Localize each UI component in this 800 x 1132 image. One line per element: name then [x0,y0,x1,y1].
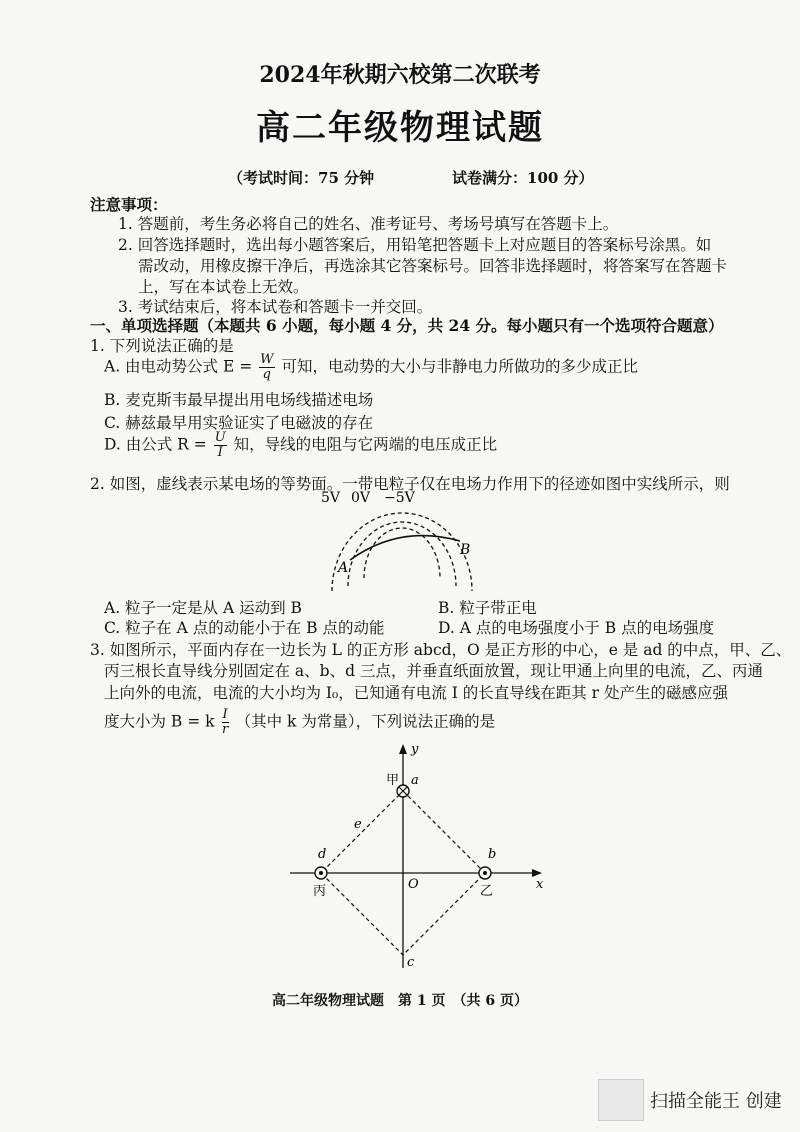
q1-a-prefix: A. 由电动势公式 E = [104,357,253,376]
q1-a-suffix: 可知，电动势的大小与非静电力所做功的多少成正比 [281,357,638,376]
q3-line4-suffix: （其中 k 为常量），下列说法正确的是 [235,712,496,731]
q2-label-0v: 0V [351,490,371,506]
q3-line3: 上向外的电流，电流的大小均为 I₀，已知通有电流 I 的长直导线在距其 r 处产生的磁感应强 [104,684,729,702]
q1-option-a [104,353,638,382]
q2-option-d: D. A 点的电场强度小于 B 点的电场强度 [438,619,715,637]
q1-d-den: I [217,445,223,460]
point-b-label: B [460,542,471,558]
label-b: b [488,847,497,862]
dot-mark [483,871,487,875]
notice-item: 2. 回答选择题时，选出每小题答案后，用铅笔把答题卡上对应题目的答案标号涂黑。如 [118,236,712,254]
label-origin: O [408,877,419,892]
q1-a-den: q [262,367,271,382]
q2-label-5v: 5V [321,490,341,506]
notice-item: 1. 答题前，考生务必将自己的姓名、准考证号、考场号填写在答题卡上。 [118,215,619,233]
q2-figure [300,486,500,596]
q1-option-c: C. 赫兹最早用实验证实了电磁波的存在 [104,414,374,432]
q1-a-fraction [259,353,274,382]
q2-label-m5v: −5V [384,490,415,506]
exam-time: （考试时间：75 分钟 [228,169,375,187]
q1-d-suffix: 知，导线的电阻与它两端的电压成正比 [233,435,498,454]
q1-option-b: B. 麦克斯韦最早提出用电场线描述电场 [104,391,374,409]
q3-line2: 丙三根长直导线分别固定在 a、b、d 三点，并垂直纸面放置，现让甲通上向里的电流，乙、丙通 [104,662,763,680]
q2-option-a: A. 粒子一定是从 A 运动到 B [104,599,302,617]
q3-figure [280,738,550,978]
label-d: d [318,847,327,862]
q3-fraction [222,708,229,737]
q1-option-d [104,431,497,460]
q1-d-num: U [214,430,226,445]
x-axis-label: x [536,877,544,892]
scanner-watermark: 扫描全能王 创建 [650,1091,782,1112]
q2-option-c: C. 粒子在 A 点的动能小于在 B 点的动能 [104,619,385,637]
q1-stem: 1. 下列说法正确的是 [90,337,234,355]
page-footer: 高二年级物理试题 第 1 页 （共 6 页） [272,993,528,1009]
y-axis-arrow [399,744,407,754]
label-e: e [354,817,362,832]
label-jia: 甲 [386,773,400,788]
dot-mark [319,871,323,875]
notice-heading: 注意事项： [90,195,168,214]
q3-line4 [104,708,495,737]
q1-a-num: W [260,352,274,367]
exam-score: 试卷满分：100 分） [452,169,594,187]
equipotential-5v [332,513,472,591]
notice-item: 上，写在本试卷上无效。 [138,278,309,296]
q2-option-b: B. 粒子带正电 [438,599,537,617]
label-a: a [411,773,419,788]
q1-d-prefix: D. 由公式 R = [104,435,207,454]
section-heading: 一、单项选择题（本题共 6 小题，每小题 4 分，共 24 分。每小题只有一个选项符合题意） [90,316,724,335]
label-bing: 丙 [313,884,327,899]
x-axis-arrow [532,869,542,877]
notice-item: 需改动，用橡皮擦干净后，再选涂其它答案标号。回答非选择题时，将答案写在答题卡 [138,257,728,275]
q3-line4-prefix: 度大小为 B = k [104,712,215,731]
notice-item: 3. 考试结束后，将本试卷和答题卡一并交回。 [118,298,433,316]
q2-stem: 2. 如图，虚线表示某电场的等势面。一带电粒子仅在电场力作用下的径迹如图中实线所示，则 [90,475,730,493]
y-axis-label: y [411,742,419,757]
particle-trajectory [350,536,460,560]
exam-name: 2024年秋期六校第二次联考 [259,62,541,88]
q3-frac-den: r [221,722,229,737]
scanner-logo-icon [598,1079,644,1121]
q3-line1: 3. 如图所示，平面内存在一边长为 L 的正方形 abcd，O 是正方形的中心，e 是 ad 的中点，甲、乙、 [90,641,792,659]
label-c: c [407,955,415,970]
label-yi: 乙 [480,884,494,899]
q3-frac-num: I [222,707,228,722]
page-title: 高二年级物理试题 [256,108,544,148]
point-a-label: A [338,560,349,576]
q1-d-fraction [214,431,227,460]
